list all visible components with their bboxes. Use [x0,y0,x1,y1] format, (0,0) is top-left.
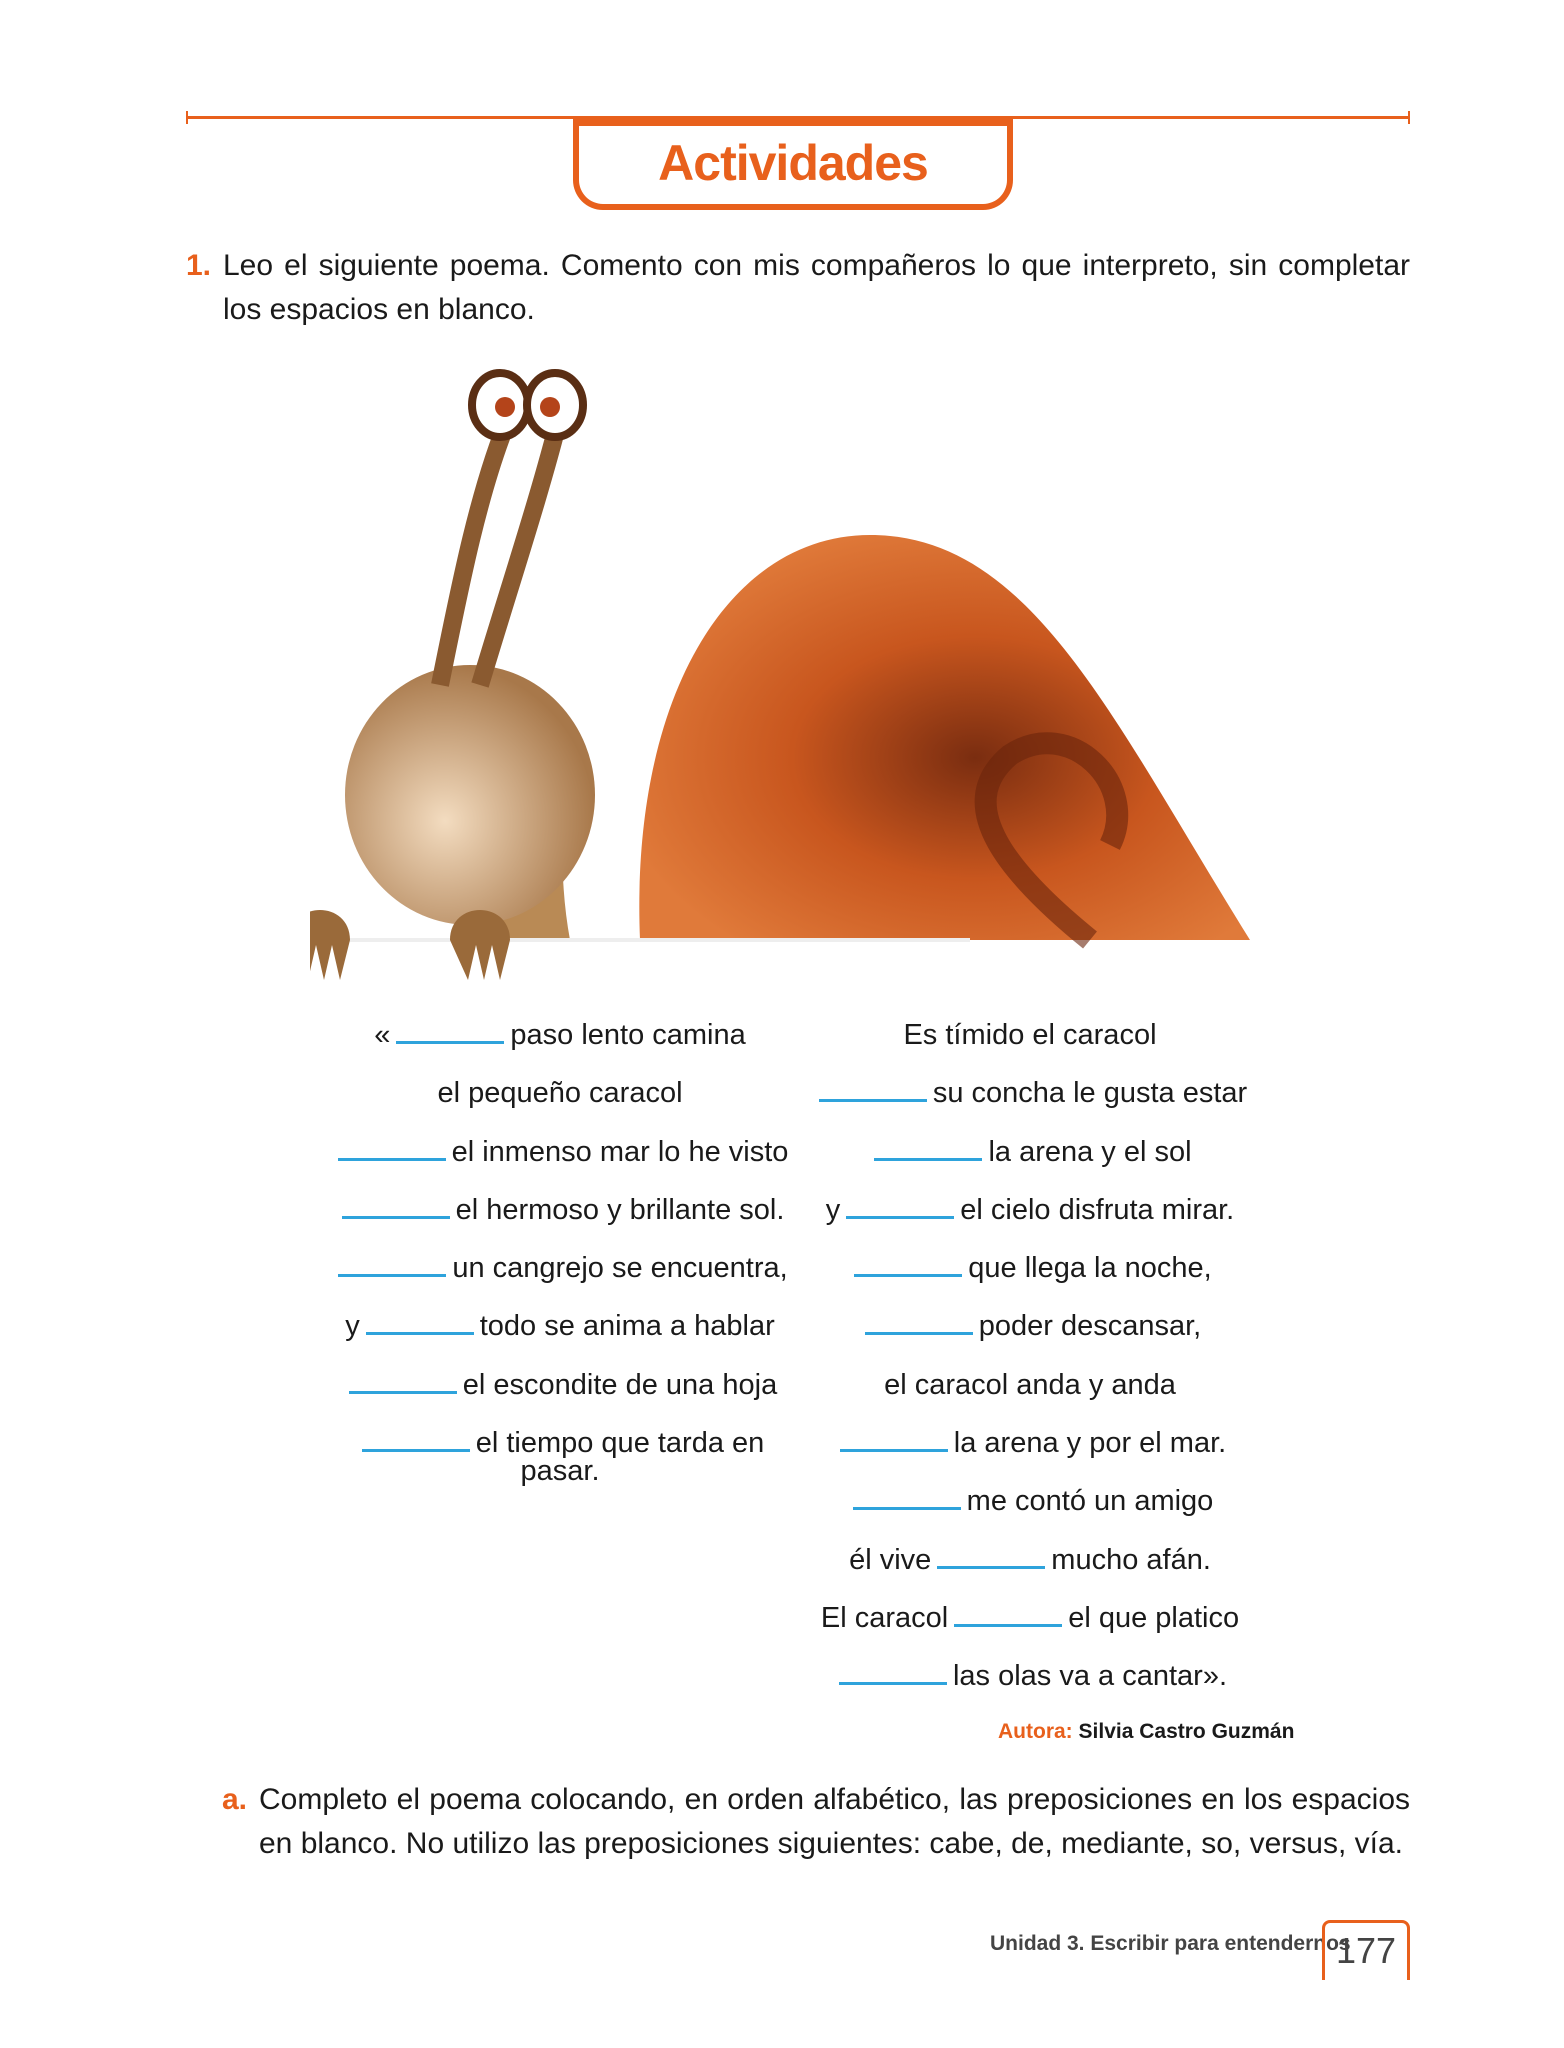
line-text: que llega la noche, [968,1252,1212,1285]
poem-line [320,1123,800,1181]
blank-space[interactable] [954,1606,1062,1627]
line-text: el pequeño caracol [437,1077,683,1110]
line-text: el inmenso mar lo he visto [451,1135,789,1168]
line-text: el que platico [1068,1601,1240,1634]
line-text: el cielo disfruta mirar. [960,1193,1235,1226]
poem-line [320,1356,800,1414]
line-text: el caracol anda y anda [884,1368,1176,1401]
blank-space[interactable] [362,1431,470,1452]
poem-line [800,1123,1260,1181]
line-text: el hermoso y brillante sol. [455,1193,785,1226]
question-text: Leo el siguiente poema. Comento con mis compañeros lo que interpreto, sin completar los espacios en blanco. [223,249,1410,326]
author-label: Autora: [998,1720,1073,1743]
poem-line [320,1006,800,1064]
blank-space[interactable] [937,1548,1045,1569]
line-text: Es tímido el caracol [903,1019,1157,1051]
question-1 [186,244,1410,332]
question-number: 1. [186,249,212,282]
poem-line [800,1181,1260,1239]
blank-space[interactable] [819,1081,927,1102]
poem-line [800,1531,1260,1589]
blank-space[interactable] [366,1314,474,1335]
question-a [222,1778,1410,1866]
line-text: la arena y el sol [988,1135,1192,1168]
poem-line [800,1414,1260,1472]
poem-line [320,1297,800,1355]
poem-line [320,1064,800,1122]
blank-space[interactable] [865,1314,973,1335]
line-text: todo se anima a hablar [479,1310,775,1343]
line-text: el escondite de una hoja [462,1368,778,1401]
question-text: Completo el poema colocando, en orden alfabético, las preposiciones en los espacios en blanco. No utilizo las preposiciones siguientes: cabe, de, mediante, so, versus, vía. [259,1783,1410,1860]
line-text: la arena y por el mar. [953,1427,1227,1460]
poem-line [800,1472,1260,1530]
blank-space[interactable] [342,1198,450,1219]
poem-line [800,1356,1260,1414]
blank-space[interactable] [396,1023,504,1044]
blank-space[interactable] [839,1664,947,1685]
poem-column-right [800,1006,1260,1706]
poem-author [998,1720,1294,1744]
poem-line [800,1589,1260,1647]
poem-line [320,1181,800,1239]
blank-space[interactable] [338,1256,446,1277]
line-prefix: y [825,1193,841,1226]
poem-line [800,1239,1260,1297]
line-text: las olas va a cantar». [952,1660,1228,1693]
blank-space[interactable] [349,1373,457,1394]
section-tab [573,116,1013,210]
line-text: pasar. [520,1455,600,1488]
blank-space[interactable] [874,1140,982,1161]
line-prefix: « [374,1019,391,1051]
question-letter: a. [222,1783,248,1816]
line-prefix: y [345,1310,360,1343]
line-text: poder descansar, [978,1310,1202,1343]
blank-space[interactable] [840,1431,948,1452]
line-prefix: El caracol [820,1601,949,1634]
blank-space[interactable] [853,1489,961,1510]
blank-space[interactable] [854,1256,962,1277]
blank-space[interactable] [338,1140,446,1161]
footer-unit: Unidad 3. Escribir para entendernos [990,1932,1351,1955]
line-text: paso lento camina [510,1019,746,1051]
line-text: un cangrejo se encuentra, [452,1252,788,1285]
line-prefix: él vive [849,1543,932,1576]
section-title: Actividades [658,135,928,191]
line-text: mucho afán. [1051,1543,1211,1576]
poem-line [800,1006,1260,1064]
poem-line [800,1297,1260,1355]
line-text: su concha le gusta estar [932,1077,1248,1110]
poem-column-left [320,1006,800,1486]
poem-line [320,1239,800,1297]
page-number: 177 [1322,1920,1410,1980]
line-text: el tiempo que tarda en [475,1427,765,1460]
poem-line [800,1647,1260,1705]
poem-line [800,1064,1260,1122]
author-name: Silvia Castro Guzmán [1078,1720,1295,1743]
blank-space[interactable] [846,1198,954,1219]
snail-illustration [310,355,1270,985]
line-text: me contó un amigo [966,1485,1214,1518]
